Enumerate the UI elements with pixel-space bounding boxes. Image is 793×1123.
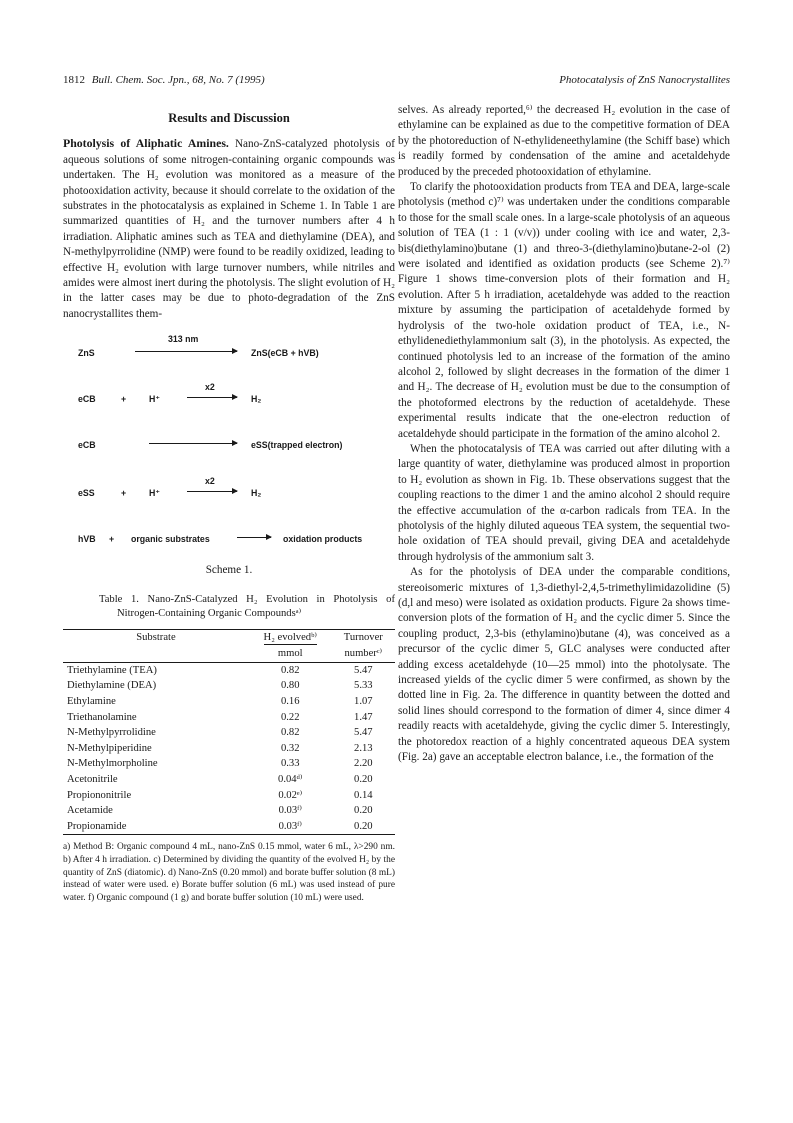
scheme-r5-a: hVB (78, 534, 96, 545)
paragraph: To clarify the photooxidation products from TEA and DEA, large-scale photolysis (method c)⁷⁾ was undertaken under the conditions comparable to those for the small scale ones. In a large-scale photolysis of an aqueous solution of TEA (1 : 1 (v/v)) under cooling with ice and water, 2,3-bis(diethylamino)butane (1) and threo-3-(diethylamino)butane-2-ol (2) were isolated and identified as oxidation products (see Scheme 2).⁷⁾ Figure 1 shows time-conversion plots of their formation and H₂ evolution. After 5 h irradiation, acetaldehyde was added to the reaction mixture by assuming the participation of acetaldehyde formed by hydrolysis of the two-hole oxidation product of TEA, i.e., N-ethylidenediethylammonium salt (3), in the photolysis. As expected, the continued photolysis led to an increase of the formation of the amino alcohol 2, followed by slight decreases in the formation of the dimer 1 and H₂. The decrease of H₂ evolution must be due to the consumption of the photoformed electrons by the reduction of acetaldehyde. These experimental results indicate that the one-electron reduction of acetaldehyde should participate in the formation of the amino alcohol 2. (398, 181, 730, 440)
cell-turnover: 0.20 (354, 774, 373, 786)
scheme-r1-right: ZnS(eCB + hVB) (251, 348, 319, 359)
cell-substrate: N-Methylpyrrolidine (67, 727, 156, 739)
scheme-r4-plus: + (121, 488, 127, 499)
scheme-arrow (237, 537, 271, 538)
scheme-r3-a: eCB (78, 440, 96, 451)
cell-substrate: N-Methylpiperidine (67, 742, 152, 754)
cell-h2: 0.82 (280, 727, 300, 739)
cell-substrate: Triethanolamine (67, 711, 137, 723)
table-row (63, 772, 395, 788)
table-caption: Table 1. Nano-ZnS-Catalyzed H₂ Evolution in Photolysis of Nitrogen-Containing Organic Compoundsᵃ⁾ (99, 593, 395, 619)
cell-substrate: Triethylamine (TEA) (67, 664, 157, 676)
running-title: Photocatalysis of ZnS Nanocrystallites (559, 74, 730, 86)
cell-h2: 0.32 (280, 742, 300, 754)
table-row (63, 788, 395, 804)
cell-h2: 0.02ᵉ⁾ (278, 789, 303, 801)
table-row (63, 678, 395, 694)
cell-substrate: Acetamide (67, 805, 113, 817)
cell-turnover: 1.47 (354, 711, 373, 723)
scheme-arrow (187, 397, 237, 398)
table-row (63, 694, 395, 710)
cell-substrate: Propiononitrile (67, 789, 132, 801)
scheme-r2-a: eCB (78, 394, 96, 405)
scheme-1 (63, 334, 395, 559)
cell-turnover: 2.13 (354, 742, 373, 754)
cell-h2: 0.82 (280, 664, 300, 676)
scheme-r4-right: H₂ (251, 488, 262, 499)
cell-turnover: 2.20 (354, 758, 373, 770)
table-row (63, 803, 395, 819)
col-header-substrate: Substrate (136, 632, 176, 644)
right-column (398, 103, 730, 765)
paragraph: selves. As already reported,⁶⁾ the decreased H₂ evolution in the case of ethylamine can be explained as due to the competitive formation of DEA by the photoreduction of N-ethylideneethylamine (the Schiff base) which is readily formed by condensation of the amine and acetaldehyde produced by the preceded photooxidation of ethylamine. (398, 104, 730, 178)
scheme-arrow (149, 443, 237, 444)
cell-turnover: 0.20 (354, 805, 373, 817)
scheme-r2-right: H₂ (251, 394, 262, 405)
section-title: Results and Discussion (168, 111, 290, 125)
scheme-r5-right: oxidation products (283, 534, 363, 545)
scheme-r3-right: eSS(trapped electron) (251, 440, 343, 451)
scheme-r4-a: eSS (78, 488, 95, 499)
col-header-h2: H₂ evolvedᵇ⁾ (249, 629, 332, 646)
cell-substrate: Diethylamine (DEA) (67, 680, 157, 692)
scheme-r5-plus: + (109, 534, 115, 545)
cell-h2: 0.80 (280, 680, 300, 692)
cell-turnover: 1.07 (354, 696, 373, 708)
cell-h2: 0.33 (280, 758, 300, 770)
table-row (63, 756, 395, 772)
col-header-turnover-2: numberᶜ⁾ (344, 648, 383, 660)
journal-citation: Bull. Chem. Soc. Jpn., 68, No. 7 (1995) (91, 74, 265, 86)
table-row (63, 725, 395, 741)
scheme-r4-b: H⁺ (149, 488, 160, 499)
intro-paragraph (63, 136, 395, 322)
cell-turnover: 5.47 (354, 664, 373, 676)
scheme-r4-above: x2 (205, 476, 215, 487)
paragraph: As for the photolysis of DEA under the comparable conditions, stereoisomeric mixtures of 1,3-diethyl-2,4,5-trimethylimidazolidine (5) (d,l and meso) were isolated as oxidation products. Figure 2a shows time-conversion plots of the formation of H₂ and the cyclic dimer 5. Since the coupling product, 2,3-bis (ethylamino)butane (4), was conceived as a precursor of the cyclic dimer 5, GLC analyses were conducted after adding excess acetaldehyde (10—25 mmol) into the photolysate. The increased yields of the cyclic dimer 5 were confirmed, as shown by the dotted line in Fig. 2a. The difference in quantity between the dotted and solid lines should correspond to the formation of dimer 4, since dimer 4 readily reacts with acetaldehyde, giving the cyclic dimer 5. Interestingly, the photoredox reaction of a highly concentrated aqueous DEA system (Fig. 2a) gave an acceptable electron balance, i.e., the formation of the (398, 566, 730, 764)
subsection-title: Photolysis of Aliphatic Amines. (63, 136, 229, 151)
scheme-arrow (187, 491, 237, 492)
cell-h2: 0.16 (280, 696, 300, 708)
cell-substrate: Acetonitrile (67, 774, 118, 786)
table-row (63, 819, 395, 835)
table-row (63, 662, 395, 678)
cell-substrate: Ethylamine (67, 696, 116, 708)
subsection-text: Nano-ZnS-catalyzed photolysis of aqueous solutions of some nitrogen-containing organic compounds was undertaken. The H₂ evolution was monitored as a measure of the photooxidation activity, because it should correlate to the oxidation of the substrates in the photocatalysis as explained in Scheme 1. In Table 1 are summarized quantities of H₂ and the turnover numbers after 4 h irradiation. Aliphatic amines such as TEA and diethylamine (DEA), and N-methylpyrrolidine (NMP) were found to be readily oxidized, leading to effective H₂ evolution with large turnover numbers, while nitriles and amides were almost inert during the photolysis. The slight evolution of H₂ in the latter cases may be due to photo-degradation of the ZnS nanocrystallites them- (63, 138, 396, 320)
scheme-arrow (135, 351, 237, 352)
scheme-r2-plus: + (121, 394, 127, 405)
col-header-turnover: Turnover (343, 632, 383, 644)
cell-substrate: N-Methylmorpholine (67, 758, 158, 770)
scheme-r1-above: 313 nm (168, 334, 199, 345)
page-number: 1812 (63, 74, 85, 86)
left-column (63, 103, 395, 904)
scheme-caption: Scheme 1. (205, 564, 253, 577)
scheme-r5-b: organic substrates (131, 534, 210, 545)
cell-turnover: 0.14 (354, 789, 373, 801)
cell-h2: 0.03ᶠ⁾ (278, 820, 302, 832)
cell-turnover: 5.47 (354, 727, 373, 739)
table-row (63, 710, 395, 726)
col-header-h2-unit: mmol (277, 648, 303, 660)
running-header-left (63, 74, 265, 86)
cell-turnover: 5.33 (354, 680, 373, 692)
scheme-r2-above: x2 (205, 382, 215, 393)
results-table (63, 629, 395, 836)
paragraph: When the photocatalysis of TEA was carried out after diluting with a large quantity of water, diethylamine was produced almost in proportion to H₂ evolution as shown in Fig. 1b. These observations suggest that the coupling reactions to the dimer 1 and the amino alcohol 2 should require the effective accumulation of the α-carbon radicals from TEA. In the photolysis of the highly diluted aqueous TEA system, the sequential two-hole oxidation of TEA should prevail, giving DEA and acetaldehyde through hydrolysis of the ammonium salt 3. (398, 442, 730, 563)
cell-substrate: Propionamide (67, 820, 127, 832)
scheme-r1-left: ZnS (78, 348, 95, 359)
cell-h2: 0.04ᵈ⁾ (278, 774, 303, 786)
scheme-r2-b: H⁺ (149, 394, 160, 405)
cell-turnover: 0.20 (354, 820, 373, 832)
table-row (63, 741, 395, 757)
cell-h2: 0.03ᶠ⁾ (278, 805, 302, 817)
cell-h2: 0.22 (280, 711, 300, 723)
table-footnotes: a) Method B: Organic compound 4 mL, nano-ZnS 0.15 mmol, water 6 mL, λ>290 nm. b) After 4 h irradiation. c) Determined by dividing the quantity of the evolved H₂ by the quantity of ZnS (diatomic). d) Nano-ZnS (0.20 mmol) and borate buffer solution (8 mL) instead of water were used. e) Borate buffer solution (6 mL) was used instead of pure water. f) Organic compound (1 g) and borate buffer solution (10 mL) were used. (63, 842, 395, 903)
